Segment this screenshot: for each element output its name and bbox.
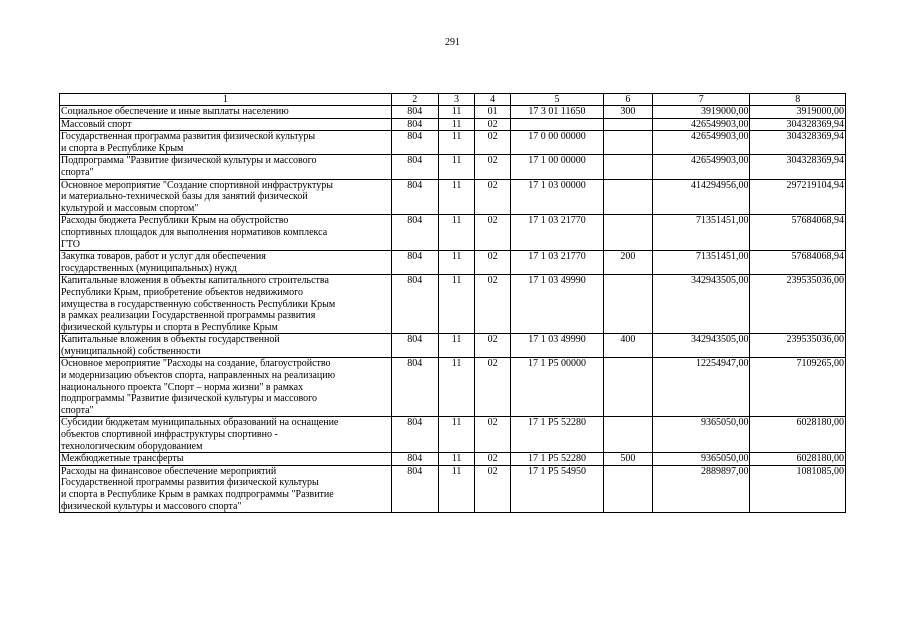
- subsection-code: 02: [475, 179, 511, 215]
- row-description: Межбюджетные трансферты: [60, 453, 392, 466]
- ministry-code: 804: [391, 179, 438, 215]
- amount-col8: 304328369,94: [750, 155, 846, 179]
- amount-col7: 342943505,00: [652, 334, 749, 358]
- table-row: [60, 179, 846, 215]
- amount-col7: 71351451,00: [652, 215, 749, 251]
- amount-col7: 426549903,00: [652, 131, 749, 155]
- ministry-code: 804: [391, 275, 438, 334]
- row-description: Основное мероприятие "Расходы на создание, благоустройство и модернизацию объектов спорта, направленных на реализацию национального проекта "Спорт – норма жизни" в рамках подпрограммы "Развитие физической культуры и массового спорта": [60, 358, 392, 417]
- expense-type-code: 500: [603, 453, 652, 466]
- amount-col8: 239535036,00: [750, 334, 846, 358]
- ministry-code: 804: [391, 465, 438, 512]
- ministry-code: 804: [391, 453, 438, 466]
- target-item-code: 17 1 03 21770: [511, 251, 603, 275]
- table-body: [60, 106, 846, 513]
- column-header: 7: [652, 94, 749, 106]
- row-description: Субсидии бюджетам муниципальных образований на оснащение объектов спортивной инфраструктуры спортивно - технологическим оборудованием: [60, 417, 392, 453]
- ministry-code: 804: [391, 106, 438, 119]
- expense-type-code: [603, 215, 652, 251]
- subsection-code: 02: [475, 334, 511, 358]
- section-code: 11: [438, 251, 474, 275]
- subsection-code: 02: [475, 417, 511, 453]
- amount-col8: 304328369,94: [750, 118, 846, 131]
- amount-col8: 6028180,00: [750, 453, 846, 466]
- expense-type-code: [603, 155, 652, 179]
- row-description: Социальное обеспечение и иные выплаты населению: [60, 106, 392, 119]
- subsection-code: 02: [475, 453, 511, 466]
- section-code: 11: [438, 155, 474, 179]
- ministry-code: 804: [391, 118, 438, 131]
- amount-col7: 426549903,00: [652, 118, 749, 131]
- column-header: 8: [750, 94, 846, 106]
- budget-table: [59, 93, 846, 513]
- section-code: 11: [438, 358, 474, 417]
- amount-col8: 304328369,94: [750, 131, 846, 155]
- table-row: [60, 275, 846, 334]
- subsection-code: 02: [475, 118, 511, 131]
- table-row: [60, 358, 846, 417]
- table-row: [60, 251, 846, 275]
- table-row: [60, 106, 846, 119]
- target-item-code: 17 1 03 21770: [511, 215, 603, 251]
- row-description: Капитальные вложения в объекты государственной (муниципальной) собственности: [60, 334, 392, 358]
- subsection-code: 02: [475, 131, 511, 155]
- subsection-code: 02: [475, 215, 511, 251]
- column-header: 5: [511, 94, 603, 106]
- target-item-code: 17 1 Р5 54950: [511, 465, 603, 512]
- expense-type-code: [603, 131, 652, 155]
- ministry-code: 804: [391, 358, 438, 417]
- row-description: Закупка товаров, работ и услуг для обеспечения государственных (муниципальных) нужд: [60, 251, 392, 275]
- amount-col7: 9365050,00: [652, 453, 749, 466]
- amount-col8: 7109265,00: [750, 358, 846, 417]
- ministry-code: 804: [391, 334, 438, 358]
- target-item-code: 17 0 00 00000: [511, 131, 603, 155]
- amount-col7: 3919000,00: [652, 106, 749, 119]
- row-description: Основное мероприятие "Создание спортивной инфраструктуры и материально-технической базы для занятий физической культурой и массовым спортом": [60, 179, 392, 215]
- table-row: [60, 155, 846, 179]
- section-code: 11: [438, 453, 474, 466]
- target-item-code: 17 1 Р5 00000: [511, 358, 603, 417]
- expense-type-code: [603, 118, 652, 131]
- ministry-code: 804: [391, 215, 438, 251]
- header-row: [60, 94, 846, 106]
- row-description: Подпрограмма "Развитие физической культуры и массового спорта": [60, 155, 392, 179]
- amount-col8: 6028180,00: [750, 417, 846, 453]
- subsection-code: 01: [475, 106, 511, 119]
- section-code: 11: [438, 334, 474, 358]
- amount-col8: 57684068,94: [750, 251, 846, 275]
- table-row: [60, 131, 846, 155]
- amount-col7: 342943505,00: [652, 275, 749, 334]
- table-row: [60, 417, 846, 453]
- row-description: Капитальные вложения в объекты капитального строительства Республики Крым, приобретение объектов недвижимого имущества в государственную собственность Республики Крым в рамках реализации Государственной программы развития физической культуры и спорта в Республике Крым: [60, 275, 392, 334]
- section-code: 11: [438, 465, 474, 512]
- table-row: [60, 118, 846, 131]
- subsection-code: 02: [475, 251, 511, 275]
- target-item-code: 17 1 03 00000: [511, 179, 603, 215]
- column-header: 3: [438, 94, 474, 106]
- ministry-code: 804: [391, 417, 438, 453]
- ministry-code: 804: [391, 131, 438, 155]
- target-item-code: 17 1 03 49990: [511, 334, 603, 358]
- column-header: 2: [391, 94, 438, 106]
- expense-type-code: [603, 465, 652, 512]
- row-description: Расходы бюджета Республики Крым на обустройство спортивных площадок для выполнения нормативов комплекса ГТО: [60, 215, 392, 251]
- subsection-code: 02: [475, 275, 511, 334]
- amount-col7: 12254947,00: [652, 358, 749, 417]
- section-code: 11: [438, 179, 474, 215]
- ministry-code: 804: [391, 251, 438, 275]
- table-row: [60, 465, 846, 512]
- amount-col8: 57684068,94: [750, 215, 846, 251]
- expense-type-code: 300: [603, 106, 652, 119]
- amount-col7: 71351451,00: [652, 251, 749, 275]
- expense-type-code: [603, 179, 652, 215]
- column-header: 6: [603, 94, 652, 106]
- section-code: 11: [438, 118, 474, 131]
- subsection-code: 02: [475, 155, 511, 179]
- section-code: 11: [438, 275, 474, 334]
- amount-col8: 239535036,00: [750, 275, 846, 334]
- row-description: Массовый спорт: [60, 118, 392, 131]
- expense-type-code: [603, 417, 652, 453]
- section-code: 11: [438, 131, 474, 155]
- target-item-code: 17 1 03 49990: [511, 275, 603, 334]
- section-code: 11: [438, 106, 474, 119]
- amount-col8: 1081085,00: [750, 465, 846, 512]
- amount-col7: 414294956,00: [652, 179, 749, 215]
- row-description: Государственная программа развития физической культуры и спорта в Республике Крым: [60, 131, 392, 155]
- page-number: 291: [445, 37, 460, 48]
- table-row: [60, 215, 846, 251]
- amount-col8: 3919000,00: [750, 106, 846, 119]
- ministry-code: 804: [391, 155, 438, 179]
- target-item-code: 17 1 Р5 52280: [511, 453, 603, 466]
- target-item-code: 17 1 Р5 52280: [511, 417, 603, 453]
- amount-col8: 297219104,94: [750, 179, 846, 215]
- expense-type-code: 200: [603, 251, 652, 275]
- table-row: [60, 453, 846, 466]
- expense-type-code: [603, 275, 652, 334]
- amount-col7: 2889897,00: [652, 465, 749, 512]
- target-item-code: 17 3 01 11650: [511, 106, 603, 119]
- target-item-code: 17 1 00 00000: [511, 155, 603, 179]
- section-code: 11: [438, 417, 474, 453]
- target-item-code: [511, 118, 603, 131]
- subsection-code: 02: [475, 358, 511, 417]
- section-code: 11: [438, 215, 474, 251]
- column-header: 1: [60, 94, 392, 106]
- column-header: 4: [475, 94, 511, 106]
- amount-col7: 426549903,00: [652, 155, 749, 179]
- expense-type-code: 400: [603, 334, 652, 358]
- amount-col7: 9365050,00: [652, 417, 749, 453]
- subsection-code: 02: [475, 465, 511, 512]
- row-description: Расходы на финансовое обеспечение мероприятий Государственной программы развития физической культуры и спорта в Республике Крым в рамках подпрограммы "Развитие физической культуры и массового спорта": [60, 465, 392, 512]
- expense-type-code: [603, 358, 652, 417]
- table-row: [60, 334, 846, 358]
